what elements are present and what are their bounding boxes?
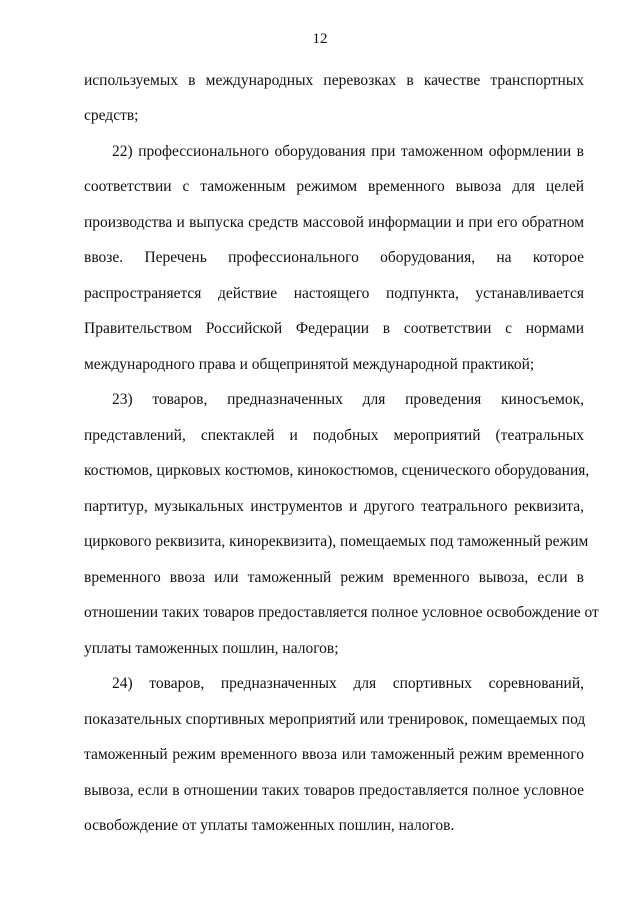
paragraph-22-start: 22) профессионального оборудования при таможенном оформлении в	[112, 143, 584, 160]
text-line: уплаты таможенных пошлин, налогов;	[84, 640, 339, 657]
text-line: Правительством Российской Федерации в соответствии с нормами	[84, 320, 584, 337]
text-line: показательных спортивных мероприятий или тренировок, помещаемых под	[84, 711, 586, 728]
text-line: используемых в международных перевозках в качестве транспортных	[84, 72, 584, 89]
text-line: производства и выпуска средств массовой информации и при его обратном	[84, 214, 584, 231]
text-line: таможенный режим временного ввоза или таможенный режим временного	[84, 746, 584, 763]
text-line: средств;	[84, 107, 139, 124]
text-line: распространяется действие настоящего подпункта, устанавливается	[84, 285, 584, 302]
text-line: отношении таких товаров предоставляется полное условное освобождение от	[84, 604, 599, 621]
text-line: партитур, музыкальных инструментов и другого театрального реквизита,	[84, 498, 584, 515]
text-line: вывоза, если в отношении таких товаров предоставляется полное условное	[84, 782, 584, 799]
text-line: временного ввоза или таможенный режим временного вывоза, если в	[84, 569, 584, 586]
text-line: костюмов, цирковых костюмов, кинокостюмов, сценического оборудования,	[84, 462, 590, 479]
text-line: ввозе. Перечень профессионального оборудования, на которое	[84, 249, 584, 266]
text-line: освобождение от уплаты таможенных пошлин, налогов.	[84, 817, 455, 834]
text-line: международного права и общепринятой международной практикой;	[84, 356, 535, 373]
text-line: соответствии с таможенным режимом временного вывоза для целей	[84, 178, 584, 195]
page-number: 12	[312, 31, 328, 47]
paragraph-24-start: 24) товаров, предназначенных для спортивных соревнований,	[112, 675, 584, 692]
text-line: циркового реквизита, кинореквизита), помещаемых под таможенный режим	[84, 533, 589, 550]
text-line: представлений, спектаклей и подобных мероприятий (театральных	[84, 427, 584, 444]
paragraph-23-start: 23) товаров, предназначенных для проведения киносъемок,	[112, 391, 584, 408]
